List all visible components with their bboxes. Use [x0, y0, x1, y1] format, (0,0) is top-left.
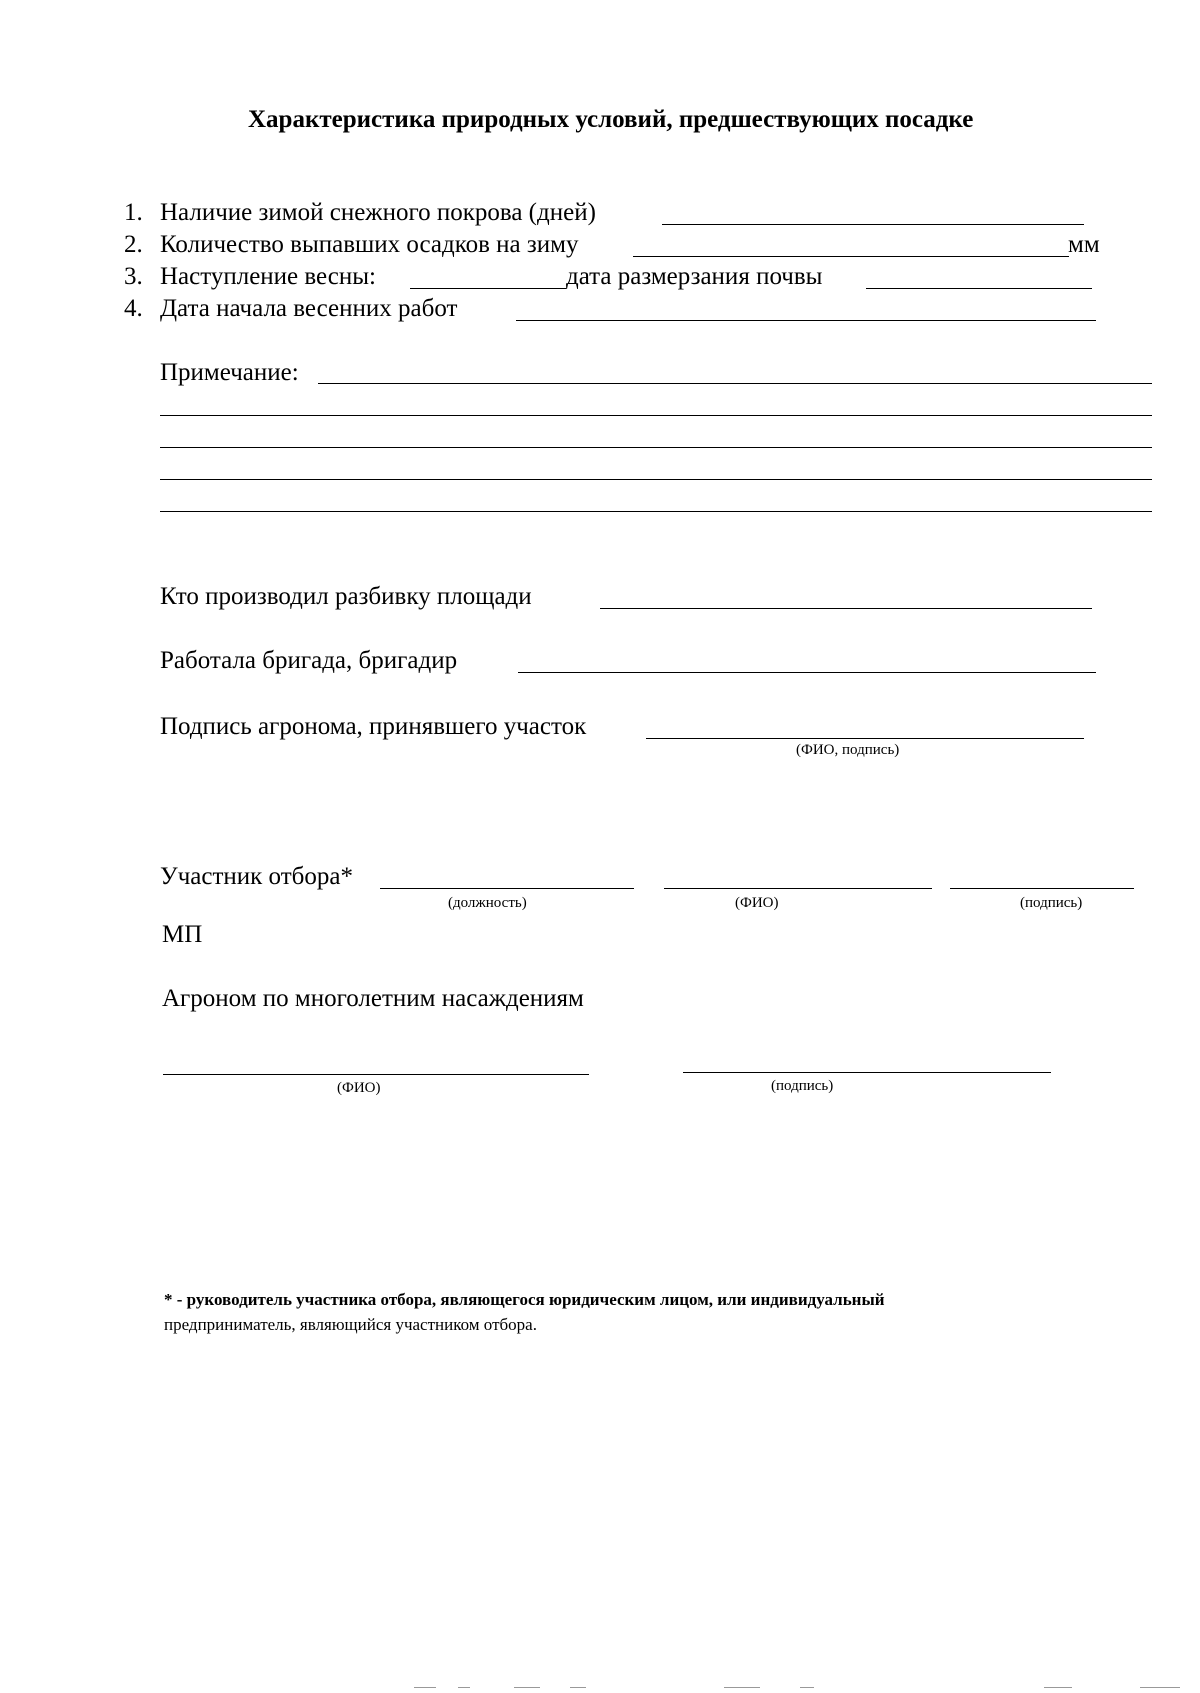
field-spring-onset[interactable]: [410, 288, 566, 289]
scan-artifact: [724, 1687, 760, 1688]
footnote-line-2: предприниматель, являющийся участником отбора.: [164, 1315, 537, 1334]
note-line-5[interactable]: [160, 511, 1152, 512]
field-soil-thaw-date[interactable]: [866, 288, 1092, 289]
perennial-sign-caption: (подпись): [771, 1078, 834, 1094]
field-spring-works-date[interactable]: [516, 320, 1096, 321]
scan-artifact: [570, 1687, 586, 1688]
note-label: Примечание:: [160, 359, 299, 386]
note-line-3[interactable]: [160, 447, 1152, 448]
item-label-snow-cover: Наличие зимой снежного покрова (дней): [160, 199, 596, 226]
field-snow-cover-days[interactable]: [662, 224, 1084, 225]
agronomist-sign-caption: (ФИО, подпись): [796, 742, 900, 758]
field-precipitation-mm[interactable]: [633, 256, 1069, 257]
scan-artifact: [414, 1687, 436, 1688]
field-participant-sign[interactable]: [950, 888, 1134, 889]
perennial-agronomist-label: Агроном по многолетним насаждениям: [162, 985, 584, 1012]
footnote-line-1: * - руководитель участника отбора, являющегося юридическим лицом, или индивидуальный: [164, 1290, 885, 1309]
item-number-4: 4.: [124, 295, 143, 322]
field-brigade[interactable]: [518, 672, 1096, 673]
participant-name-caption: (ФИО): [735, 895, 779, 911]
note-line-4[interactable]: [160, 479, 1152, 480]
brigade-label: Работала бригада, бригадир: [160, 647, 458, 674]
field-agronomist-sign[interactable]: [646, 738, 1084, 739]
stamp-label: МП: [162, 921, 203, 948]
item-label-spring-onset: Наступление весны:: [160, 263, 376, 290]
who-marked-label: Кто производил разбивку площади: [160, 583, 532, 610]
item-number-1: 1.: [124, 199, 143, 226]
note-line-2[interactable]: [160, 415, 1152, 416]
field-who-marked[interactable]: [600, 608, 1092, 609]
scan-artifact: [458, 1687, 470, 1688]
scan-artifact: [1140, 1687, 1180, 1688]
participant-position-caption: (должность): [448, 895, 527, 911]
field-participant-name[interactable]: [664, 888, 932, 889]
perennial-name-caption: (ФИО): [337, 1080, 381, 1096]
participant-sign-caption: (подпись): [1020, 895, 1083, 911]
item-number-2: 2.: [124, 231, 143, 258]
page-title: Характеристика природных условий, предшествующих посадке: [248, 106, 974, 133]
unit-mm: мм: [1068, 231, 1100, 258]
scan-artifact: [514, 1687, 540, 1688]
item-label-precipitation: Количество выпавших осадков на зиму: [160, 231, 579, 258]
scan-artifact: [800, 1687, 814, 1688]
item-label-soil-thaw-date: дата размерзания почвы: [566, 263, 823, 290]
item-label-spring-works-date: Дата начала весенних работ: [160, 295, 458, 322]
item-number-3: 3.: [124, 263, 143, 290]
field-perennial-sign[interactable]: [683, 1072, 1051, 1073]
field-participant-position[interactable]: [380, 888, 634, 889]
scan-artifact: [1044, 1687, 1072, 1688]
agronomist-sign-label: Подпись агронома, принявшего участок: [160, 713, 587, 740]
field-perennial-name[interactable]: [163, 1074, 589, 1075]
note-line-1[interactable]: [318, 383, 1152, 384]
participant-label: Участник отбора*: [160, 863, 353, 890]
